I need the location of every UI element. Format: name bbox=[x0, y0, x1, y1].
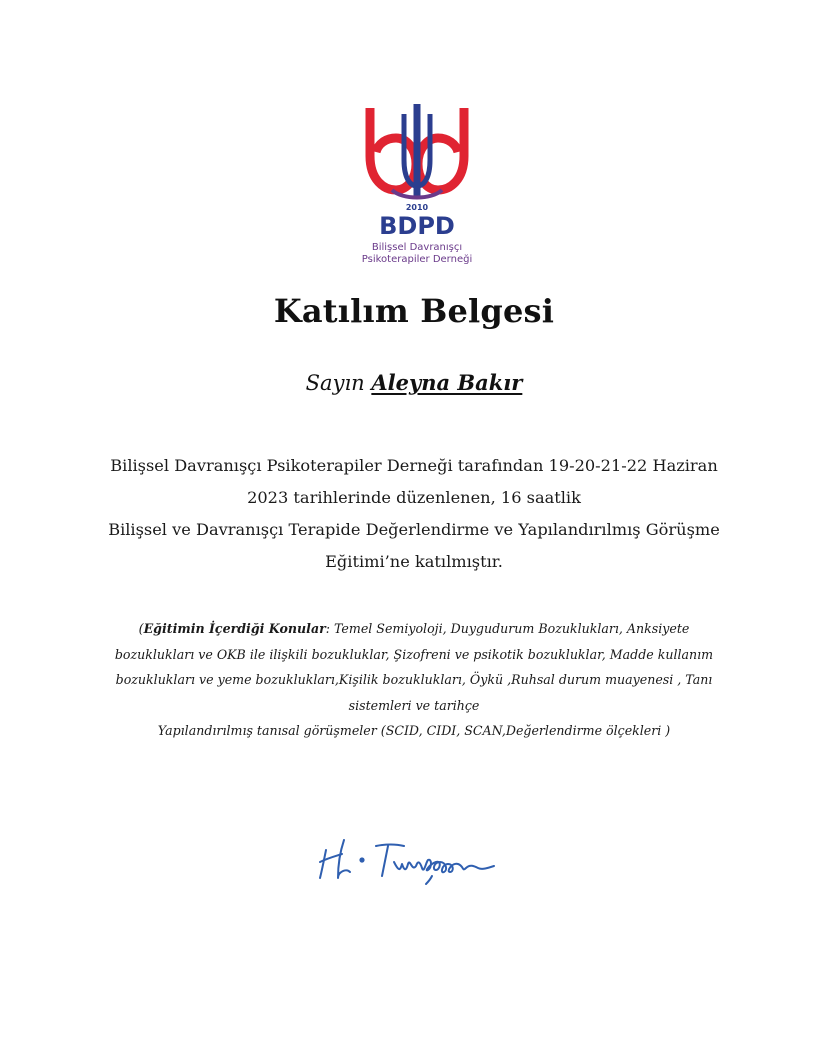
body-line-2: 2023 tarihlerinde düzenlenen, 16 saatlik bbox=[247, 488, 581, 507]
logo-subtitle-line2: Psikoterapiler Derneği bbox=[361, 254, 473, 265]
bdpd-logo-mark bbox=[352, 104, 482, 272]
certificate-body bbox=[60, 450, 768, 578]
signature bbox=[314, 832, 524, 888]
topics-open-paren: ( bbox=[138, 621, 144, 636]
recipient-name: Aleyna Bakır bbox=[371, 370, 523, 395]
body-line-4: Eğitimi’ne katılmıştır. bbox=[325, 552, 503, 571]
salutation bbox=[0, 370, 828, 395]
bdpd-logo bbox=[352, 104, 482, 272]
signature-drawing bbox=[314, 832, 524, 888]
topics-label: Eğitimin İçerdiği Konular bbox=[143, 621, 326, 636]
topics-line-1-rest: : Temel Semiyoloji, Duygudurum Bozuklukları, Anksiyete bbox=[325, 621, 690, 636]
topics-line-2: bozuklukları ve OKB ile ilişkili bozukluklar, Şizofreni ve psikotik bozukluklar, Madde kullanım bbox=[114, 646, 714, 662]
topics-line-5: Yapılandırılmış tanısal görüşmeler (SCID, CIDI, SCAN,Değerlendirme ölçekleri ) bbox=[157, 723, 671, 738]
topics-line-3: bozuklukları ve yeme bozuklukları,Kişilik bozuklukları, Öykü ,Ruhsal durum muayenesi , Tanı bbox=[115, 672, 713, 687]
topics-line-4: sistemleri ve tarihçe bbox=[348, 697, 480, 713]
certificate-title: Katılım Belgesi bbox=[273, 292, 555, 330]
logo-acronym: BDPD bbox=[379, 212, 455, 240]
logo-year: 2010 bbox=[405, 203, 429, 212]
logo-subtitle-line1: Bilişsel Davranışçı bbox=[371, 242, 463, 253]
body-line-1: Bilişsel Davranışçı Psikoterapiler Derneği tarafından 19-20-21-22 Haziran bbox=[110, 456, 718, 475]
training-topics bbox=[70, 616, 758, 744]
body-line-3: Bilişsel ve Davranışçı Terapide Değerlendirme ve Yapılandırılmış Görüşme bbox=[108, 520, 720, 539]
topics-line-1 bbox=[70, 616, 758, 642]
salutation-prefix: Sayın bbox=[305, 371, 372, 395]
